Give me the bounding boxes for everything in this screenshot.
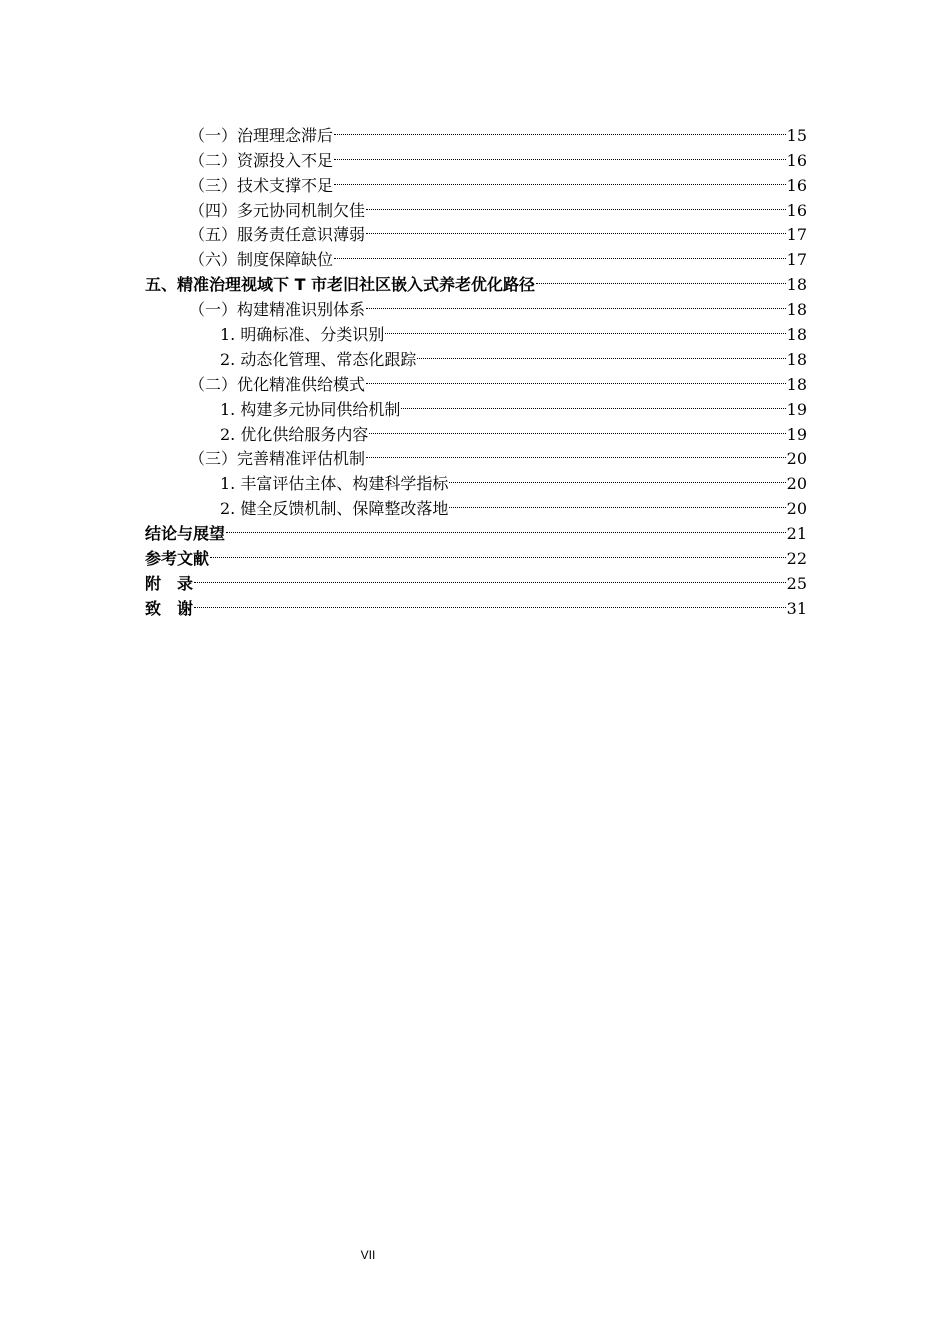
- toc-entry-title: （三）完善精准评估机制: [189, 449, 366, 469]
- toc-dot-leader: [366, 290, 786, 315]
- toc-entry[interactable]: [145, 539, 807, 569]
- toc-entry-page-number: 16: [786, 200, 807, 220]
- toc-entry-title: 参考文献: [145, 549, 210, 569]
- toc-dot-leader: [334, 240, 786, 265]
- toc-entry-page-number: 17: [786, 250, 807, 270]
- toc-entry-title: 附 录: [145, 573, 194, 593]
- toc-entry[interactable]: [145, 564, 807, 593]
- toc-entry-title: （六）制度保障缺位: [189, 250, 334, 270]
- toc-entry-page-number: 19: [786, 399, 807, 419]
- toc-entry-page-number: 20: [786, 474, 807, 494]
- toc-dot-leader: [334, 166, 786, 191]
- toc-entry-page-number: 18: [786, 300, 807, 320]
- toc-entry-title: （一）治理理念滞后: [189, 125, 334, 145]
- toc-entry[interactable]: [145, 514, 807, 544]
- toc-dot-leader: [194, 564, 786, 589]
- toc-entry[interactable]: [145, 116, 807, 145]
- toc-entry-title: 五、精准治理视域下 T 市老旧社区嵌入式养老优化路径: [145, 275, 536, 295]
- toc-entry-title: 1. 构建多元协同供给机制: [220, 399, 401, 419]
- toc-entry-page-number: 16: [786, 150, 807, 170]
- toc-dot-leader: [536, 265, 786, 290]
- toc-entry-page-number: 18: [786, 349, 807, 369]
- toc-entry-title: （一）构建精准识别体系: [189, 300, 366, 320]
- toc-dot-leader: [210, 539, 786, 564]
- toc-dot-leader: [366, 216, 786, 241]
- toc-dot-leader: [417, 340, 785, 365]
- toc-dot-leader: [194, 589, 786, 614]
- toc-entry-page-number: 21: [786, 524, 807, 544]
- toc-dot-leader: [366, 365, 786, 390]
- toc-dot-leader: [385, 315, 785, 340]
- toc-entry-page-number: 20: [786, 499, 807, 519]
- toc-dot-leader: [449, 464, 785, 489]
- toc-dot-leader: [226, 514, 786, 539]
- toc-entry-page-number: 18: [786, 275, 807, 295]
- toc-entry-page-number: 18: [786, 374, 807, 394]
- toc-entry-page-number: 17: [786, 225, 807, 245]
- toc-entry-title: 1. 明确标准、分类识别: [220, 325, 385, 345]
- toc-dot-leader: [366, 191, 786, 216]
- toc-entry[interactable]: [145, 589, 807, 618]
- toc-entry-title: （二）优化精准供给模式: [189, 374, 366, 394]
- toc-dot-leader: [334, 116, 786, 141]
- toc-entry-title: （五）服务责任意识薄弱: [189, 225, 366, 245]
- toc-entry-page-number: 22: [786, 549, 807, 569]
- toc-entry-page-number: 31: [786, 598, 807, 618]
- toc-entry-page-number: 16: [786, 175, 807, 195]
- toc-entry-title: （二）资源投入不足: [189, 150, 334, 170]
- toc-entry-page-number: 19: [786, 424, 807, 444]
- toc-entry-title: 2. 健全反馈机制、保障整改落地: [220, 499, 449, 519]
- toc-entry-title: 2. 优化供给服务内容: [220, 424, 369, 444]
- toc-entry-page-number: 25: [786, 573, 807, 593]
- toc-entry-page-number: 15: [786, 125, 807, 145]
- toc-dot-leader: [369, 415, 785, 440]
- toc-entry-title: 结论与展望: [145, 524, 226, 544]
- page-number-footer: VII: [360, 1248, 376, 1262]
- toc-entry-title: 1. 丰富评估主体、构建科学指标: [220, 474, 449, 494]
- toc-entry-page-number: 20: [786, 449, 807, 469]
- toc-dot-leader: [401, 390, 785, 415]
- toc-entry-page-number: 18: [786, 325, 807, 345]
- toc-entry-title: 致 谢: [145, 598, 194, 618]
- toc-entry-title: （三）技术支撑不足: [189, 175, 334, 195]
- table-of-contents: [145, 116, 807, 618]
- toc-dot-leader: [366, 440, 786, 465]
- toc-entry-title: 2. 动态化管理、常态化跟踪: [220, 349, 417, 369]
- toc-entry-title: （四）多元协同机制欠佳: [189, 200, 366, 220]
- toc-dot-leader: [334, 141, 786, 166]
- toc-dot-leader: [449, 489, 785, 514]
